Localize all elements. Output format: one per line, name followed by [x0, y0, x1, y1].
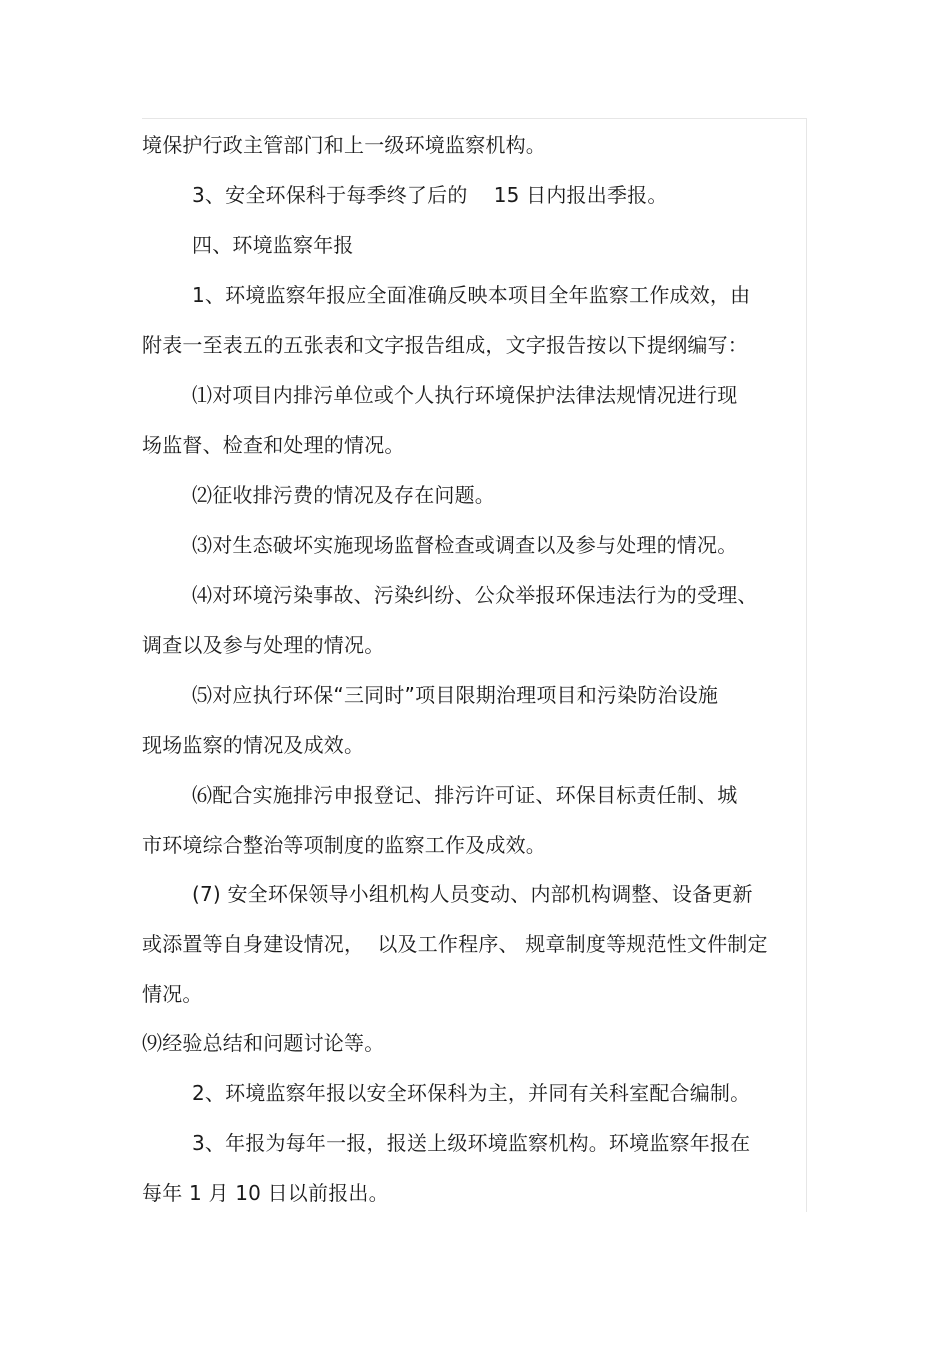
text-line: 调查以及参与处理的情况。 [142, 633, 385, 657]
text-line: 每年 1 月 10 日以前报出。 [142, 1181, 389, 1205]
text-line: 2、环境监察年报以安全环保科为主，并同有关科室配合编制。 [192, 1081, 751, 1105]
text-line: 3、年报为每年一报，报送上级环境监察机构。环境监察年报在 [192, 1131, 751, 1155]
list-item: ⑹配合实施排污申报登记、排污许可证、环保目标责任制、城 [192, 783, 738, 807]
text-line: 市环境综合整治等项制度的监察工作及成效。 [142, 833, 546, 857]
list-item: ⑶对生态破坏实施现场监督检查或调查以及参与处理的情况。 [192, 533, 738, 557]
text-line: 附表一至表五的五张表和文字报告组成，文字报告按以下提纲编写： [142, 333, 748, 357]
list-item: ⑸对应执行环保“三同时”项目限期治理项目和污染防治设施 [192, 683, 719, 707]
text-line: 情况。 [142, 982, 203, 1006]
list-item: ⑵征收排污费的情况及存在问题。 [192, 483, 495, 507]
text-line: 或添置等自身建设情况， 以及工作程序、 规章制度等规范性文件制定 [142, 932, 768, 956]
text-line: 3、安全环保科于每季终了后的 15 日内报出季报。 [192, 183, 668, 207]
list-item: ⑴对项目内排污单位或个人执行环境保护法律法规情况进行现 [192, 383, 738, 407]
list-item: (7) 安全环保领导小组机构人员变动、内部机构调整、设备更新 [192, 882, 753, 906]
text-line: 境保护行政主管部门和上一级环境监察机构。 [142, 133, 546, 157]
section-heading: 四、环境监察年报 [192, 233, 354, 257]
text-line: 场监督、检查和处理的情况。 [142, 433, 405, 457]
list-item: ⑷对环境污染事故、污染纠纷、公众举报环保违法行为的受理、 [192, 583, 758, 607]
text-line: 现场监察的情况及成效。 [142, 733, 365, 757]
list-item: ⑼经验总结和问题讨论等。 [142, 1031, 385, 1055]
text-line: 1、环境监察年报应全面准确反映本项目全年监察工作成效，由 [192, 283, 751, 307]
